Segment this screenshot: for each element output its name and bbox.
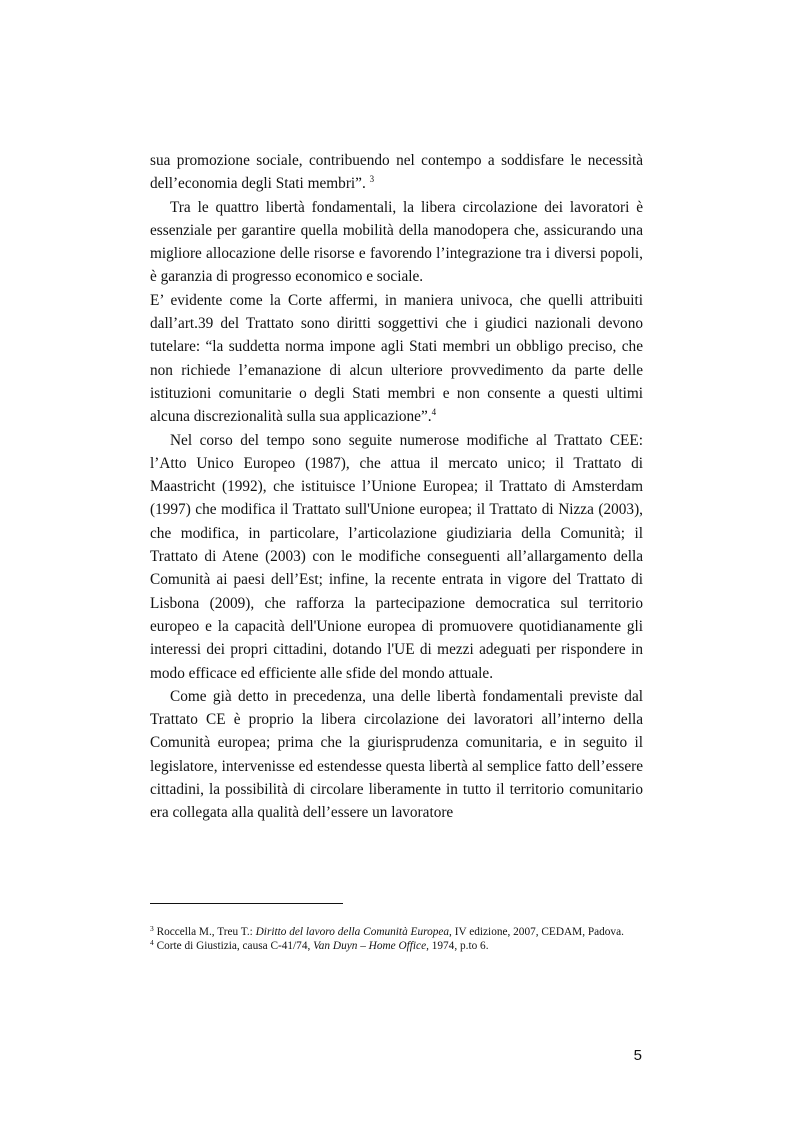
footnote-number: 3 — [150, 924, 154, 933]
footnote-number: 4 — [150, 937, 154, 947]
footnote-4: $^4$ Corte di Giustizia, causa C-41/74, Van Duyn – Home Office, 1974, p.to 6. — [150, 937, 489, 952]
footnote-title: Van Duyn – Home Office, — [313, 939, 429, 952]
paragraph-2: Tra le quattro libertà fondamentali, la libera circolazione dei lavoratori è essenziale per garantire quella mobilità della manodopera che, assicurando una migliore allocazione delle risorse e favorendo l’integrazione tra i diversi popoli, è garanzia di progresso economico e sociale. — [150, 198, 643, 286]
paragraph-3: E’ evidente come la Corte affermi, in maniera univoca, che quelli attribuiti dall’art.39 del Trattato sono diritti soggettivi che i giudici nazionali devono tutelare: “la suddetta norma impone agli Stati membri un obbligo preciso, che non richiede l’emanazione di alcun ulteriore provvedimento da parte delle istituzioni comunitarie o degli Stati membri e non consente a questi ultimi alcuna discrezionalità sulla sua applicazione”.$^4$ — [150, 291, 643, 426]
footnote-separator — [150, 903, 343, 904]
page-number: 5 — [633, 1047, 642, 1064]
footnote-title: Diritto del lavoro della Comunità Europea — [255, 926, 450, 938]
paragraph-1: sua promozione sociale, contribuendo nel contempo a soddisfare le necessità dell’economia degli Stati membri”. $^3$ — [150, 152, 643, 193]
paragraph-4: Nel corso del tempo sono seguite numerose modifiche al Trattato CEE: l’Atto Unico Europeo (1987), che attua il mercato unico; il Trattato di Maastricht (1992), che istituisce l’Unione Europea; il Trattato di Amsterdam (1997) che modifica il Trattato sull'Unione europea; il Trattato di Nizza (2003), che modifica, in particolare, l’articolazione giudiziaria della Comunità; il Trattato di Atene (2003) con le modifiche conseguenti all’allargamento della Comunità ai paesi dell’Est; infine, la recente entrata in vigore del Trattato di Lisbona (2009), che rafforza la partecipazione democratica sul territorio europeo e la capacità dell'Unione europea di promuovere quotidianamente gli interessi dei propri cittadini, dotando l'UE di mezzi adeguati per rispondere in modo efficace ed efficiente alle sfide del mondo attuale. — [150, 431, 643, 682]
footnote-ref-4[interactable]: 4 — [431, 407, 437, 418]
body-text — [150, 149, 643, 825]
footnote-3: $^3$ Roccella M., Treu T.: Diritto del lavoro della Comunità Europea, IV edizione, 2007, CEDAM, Padova. — [150, 924, 624, 938]
footnote-ref-3[interactable]: 3 — [369, 174, 375, 185]
paragraph-5: Come già detto in precedenza, una delle libertà fondamentali previste dal Trattato CE è proprio la libera circolazione dei lavoratori all’interno della Comunità europea; prima che la giurisprudenza comunitaria, e in seguito il legislatore, intervenisse ed estendesse questa libertà al semplice fatto dell’essere cittadini, la possibilità di circolare liberamente in tutto il territorio comunitario era collegata alla qualità dell’essere un lavoratore — [150, 687, 643, 822]
footnotes — [150, 926, 643, 953]
